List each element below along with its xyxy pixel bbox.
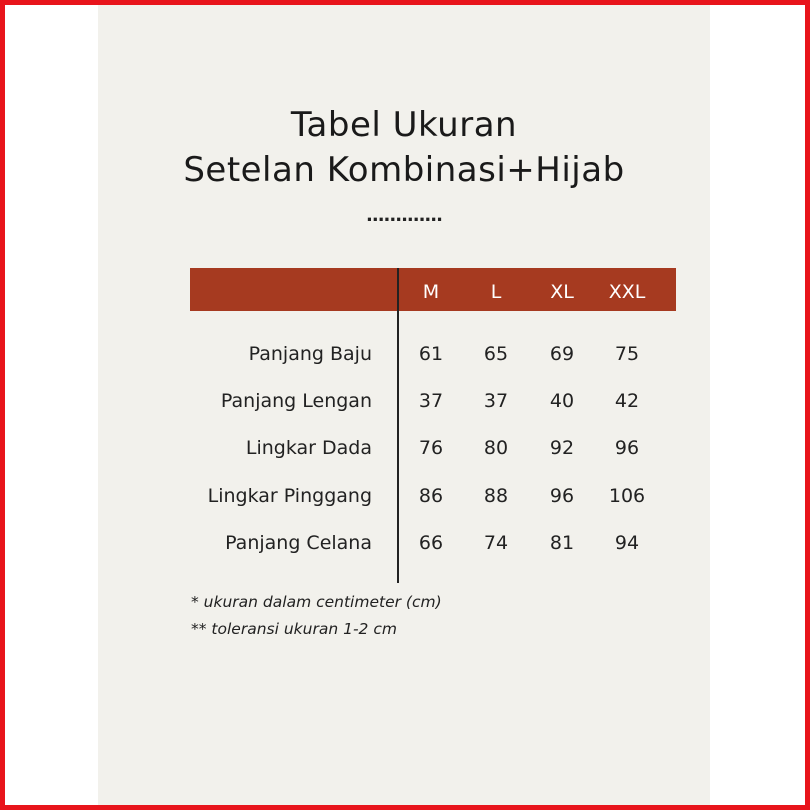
- row-label-panjang-celana: Panjang Celana: [225, 532, 372, 554]
- table-cell: 75: [614, 343, 640, 365]
- table-cell: 65: [483, 343, 509, 365]
- table-cell: 74: [483, 532, 509, 554]
- table-cell: 81: [549, 532, 575, 554]
- title-line-2: Setelan Kombinasi+Hijab: [183, 150, 625, 190]
- table-cell: 88: [483, 485, 509, 507]
- table-cell: 106: [608, 485, 646, 507]
- row-label-panjang-lengan: Panjang Lengan: [220, 390, 372, 412]
- row-label-lingkar-dada: Lingkar Dada: [245, 437, 372, 459]
- table-cell: 37: [483, 390, 509, 412]
- table-cell: 86: [418, 485, 444, 507]
- table-cell: 96: [549, 485, 575, 507]
- row-label-panjang-baju: Panjang Baju: [248, 343, 372, 365]
- decorative-dots: .............: [366, 205, 442, 226]
- table-cell: 61: [418, 343, 444, 365]
- note-tolerance: ** toleransi ukuran 1-2 cm: [191, 620, 397, 638]
- table-cell: 37: [418, 390, 444, 412]
- table-cell: 80: [483, 437, 509, 459]
- title-line-1: Tabel Ukuran: [290, 105, 518, 145]
- note-unit: * ukuran dalam centimeter (cm): [191, 593, 442, 611]
- table-cell: 40: [549, 390, 575, 412]
- table-cell: 69: [549, 343, 575, 365]
- table-divider-line: [397, 268, 399, 583]
- table-cell: 94: [614, 532, 640, 554]
- size-header-l: L: [490, 281, 502, 303]
- size-header-m: M: [422, 281, 440, 303]
- table-cell: 76: [418, 437, 444, 459]
- table-cell: 42: [614, 390, 640, 412]
- size-chart-card: [98, 5, 710, 805]
- table-cell: 66: [418, 532, 444, 554]
- size-header-xxl: XXL: [608, 281, 646, 303]
- table-cell: 96: [614, 437, 640, 459]
- size-header-xl: XL: [550, 281, 574, 303]
- row-label-lingkar-pinggang: Lingkar Pinggang: [207, 485, 372, 507]
- table-cell: 92: [549, 437, 575, 459]
